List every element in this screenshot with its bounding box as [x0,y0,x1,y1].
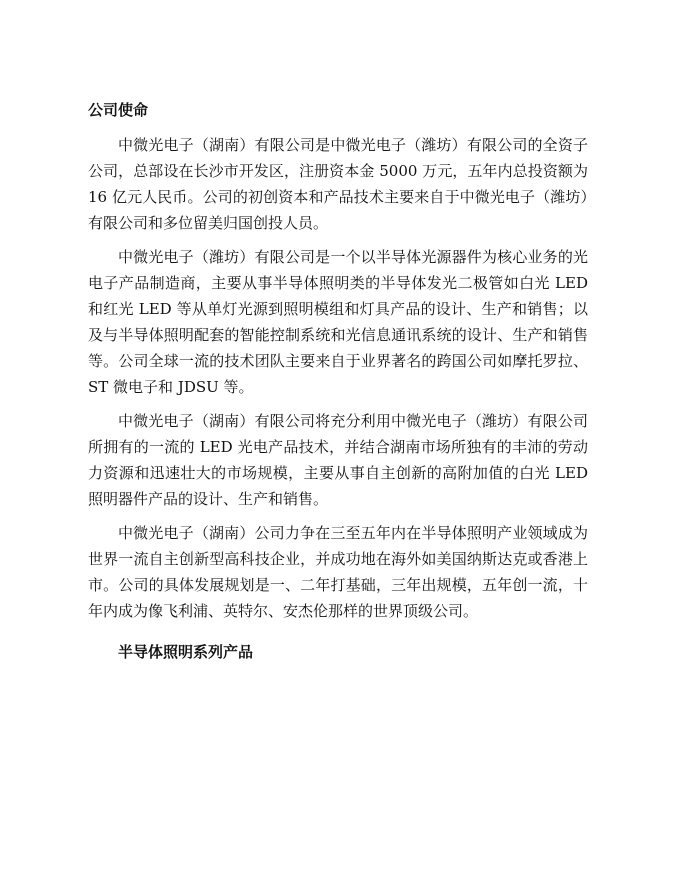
paragraph-goals: 中微光电子（湖南）公司力争在三至五年内在半导体照明产业领域成为世界一流自主创新型高科技企业，并成功地在海外如美国纳斯达克或香港上市。公司的具体发展规划是一、二年打基础，三年出规模，五年创一流，十年内成为像飞利浦、英特尔、安杰伦那样的世界顶级公司。 [88,524,588,620]
document-page [88,98,588,664]
paragraph-parent-company: 中微光电子（潍坊）有限公司是一个以半导体光源器件为核心业务的光电子产品制造商，主要从事半导体照明类的半导体发光二极管如白光 LED 和红光 LED 等从单灯光源到照明模组和灯具产品的设计、生产和销售；以及与半导体照明配套的智能控制系统和光信息通讯系统的设计、生产和销售等。公司全球一流的技术团队主要来自于业界著名的跨国公司如摩托罗拉、ST 微电子和 JDSU 等。 [88,248,588,396]
paragraph-strategy: 中微光电子（湖南）有限公司将充分利用中微光电子（潍坊）有限公司所拥有的一流的 LED 光电产品技术，并结合湖南市场所独有的丰沛的劳动力资源和迅速壮大的市场规模，主要从事自主创新的高附加值的白光 LED 照明器件产品的设计、生产和销售。 [88,412,588,508]
products-subheading: 半导体照明系列产品 [118,643,254,661]
section-title: 公司使命 [88,101,149,119]
paragraph-company-overview: 中微光电子（湖南）有限公司是中微光电子（潍坊）有限公司的全资子公司，总部设在长沙市开发区，注册资本金 5000 万元，五年内总投资额为 16 亿元人民币。公司的初创资本和产品技术主要来自于中微光电子（潍坊）有限公司和多位留美归国创投人员。 [88,136,588,232]
